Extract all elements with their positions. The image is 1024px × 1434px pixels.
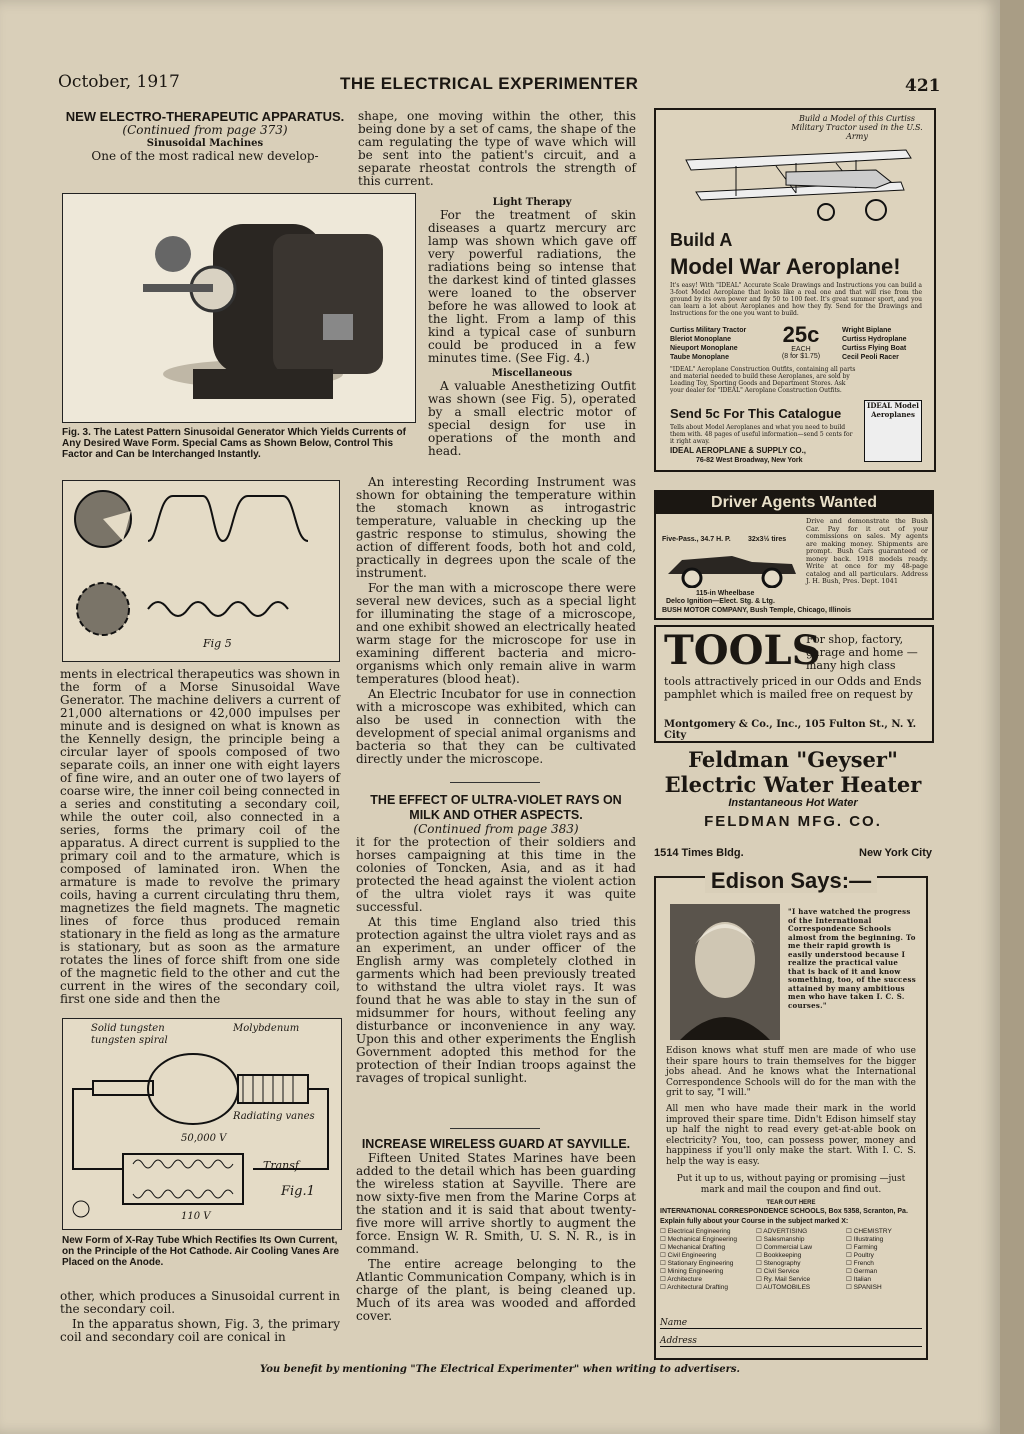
article3 [356, 1137, 636, 1325]
article1-col2-main [356, 476, 636, 768]
article2-title: THE EFFECT OF ULTRA-VIOLET RAYS ON MILK AND OTHER ASPECTS. [370, 793, 622, 822]
bush-headline: Driver Agents Wanted [656, 492, 932, 514]
misc-text: A valuable Anesthetizing Outfit was shown (see Fig. 5), operated by a small electric motor of special design for use in operations of the month and head. [428, 379, 636, 458]
article1-col1 [60, 668, 340, 1008]
ad-tools [654, 625, 934, 743]
article1-continued: (Continued from page 373) [122, 123, 288, 137]
biplane-illustration [676, 130, 926, 230]
bush-spec1: Five-Pass., 34.7 H. P. [662, 536, 731, 543]
course-label: SPANISH [853, 1284, 882, 1291]
article2-continued: (Continued from page 383) [413, 822, 579, 836]
tools-body: tools attractively priced in our Odds and Ends pamphlet which is mailed free on request by [664, 675, 922, 701]
aeroplane-right-models [842, 326, 932, 362]
aeroplane-address: 76-82 West Broadway, New York [696, 457, 803, 464]
article1-p2: other, which produces a Sinusoidal current in the secondary coil. [60, 1289, 340, 1316]
feldman-company: FELDMAN MFG. CO. [704, 813, 882, 830]
course-label: Italian [853, 1276, 871, 1283]
model-item: Bleriot Monoplane [670, 336, 732, 343]
course-label: ADVERTISING [763, 1228, 808, 1235]
course-label: Ry. Mail Service [763, 1276, 811, 1283]
course-checkbox[interactable]: ☐ Illustrating [846, 1236, 884, 1243]
article1-col2-top [358, 110, 636, 190]
coupon-address-field[interactable] [660, 1336, 922, 1347]
light-therapy-head: Light Therapy [492, 197, 572, 208]
model-item: Curtiss Flying Boat [842, 345, 907, 352]
page-edge [1000, 0, 1024, 1434]
article1-title: NEW ELECTRO-THERAPEUTIC APPARATUS. [65, 109, 345, 124]
ad-feldman [654, 747, 932, 867]
coupon-name-field[interactable] [660, 1318, 922, 1329]
course-checkbox[interactable]: ☐ SPANISH [846, 1284, 882, 1291]
article1-col2-narrow [428, 196, 636, 460]
course-checkbox[interactable]: ☐ Stationary Engineering [660, 1260, 734, 1267]
course-label: AUTOMOBILES [763, 1284, 811, 1291]
course-label: Architectural Drafting [667, 1284, 728, 1291]
course-label: Illustrating [853, 1236, 884, 1243]
divider-1 [450, 782, 540, 783]
course-label: Stenography [763, 1260, 801, 1267]
recording-text: An interesting Recording Instrument was shown for obtaining the temperature within the stomach known as introgastric temperature, valuable in checking up the gastric response to stimulus, showing the action of different foods, both hot and cold, practically in degrees upon the scale of the instrument. [356, 475, 636, 580]
fig1-diagram [62, 1018, 342, 1230]
feldman-tagline: Instantaneous Hot Water [728, 797, 858, 809]
fig3-photo [62, 193, 416, 423]
name-label: Name [660, 1318, 688, 1328]
aeroplane-body: It's easy! With "IDEAL" Accurate Scale Drawings and Instructions you can build a 3-foot Model Aeroplane that looks like a real one and that will rise from the ground by its own power and fly 50 to 100 feet. It's great summer sport, and you can learn a lot about Aeroplanes and how they fly. Send for the Drawings and Instructions for the one you want to build. [670, 282, 922, 317]
fig1-caption: New Form of X-Ray Tube Which Rectifies Its Own Current, on the Principle of the Hot Cathode. Air Cooling Vanes Are Placed on the Anode. [62, 1235, 340, 1268]
course-checkbox[interactable]: ☐ French [846, 1260, 874, 1267]
aeroplane-catalogue-text: Tells about Model Aeroplanes and what you need to build them with. 48 pages of useful information—send 5 cents for it right away. [670, 424, 853, 445]
model-item: Taube Monoplane [670, 354, 729, 361]
fig5-diagram [62, 480, 340, 662]
course-label: Stationary Engineering [667, 1260, 734, 1267]
aeroplane-headline2: Model War Aeroplane! [670, 254, 901, 279]
coupon-head: INTERNATIONAL CORRESPONDENCE SCHOOLS, Box 5358, Scranton, Pa. [660, 1208, 908, 1215]
fig1-label-h: 110 V [181, 1211, 211, 1222]
edison-p1: Edison knows what stuff men are made of who use their spare hours to train themselves for the bigger jobs ahead. And he knows what the International Correspondence Schools will do for the man with the grit to say, "I will." [666, 1046, 916, 1098]
coupon-col3 [846, 1228, 922, 1292]
tools-company: Montgomery & Co., Inc., 105 Fulton St., N. Y. City [664, 719, 917, 741]
bush-spec2: 32x3½ tires [748, 536, 787, 543]
course-checkbox[interactable]: ☐ German [846, 1268, 878, 1275]
light-therapy-text: For the treatment of skin diseases a quartz mercury arc lamp was shown which gave off very powerful radiations, the radiations being so intense that the darkest kind of tinted glasses were loaned to the observer before he was allowed to look at the light. From a lamp of this kind a typical case of sunburn could be produced in a few minutes time. (See Fig. 4.) [428, 208, 636, 365]
course-checkbox[interactable]: ☐ Ry. Mail Service [756, 1276, 811, 1283]
aeroplane-bundle: (8 for $1.75) [781, 353, 821, 360]
course-checkbox[interactable]: ☐ ADVERTISING [756, 1228, 808, 1235]
fig1-label-f: Transf [263, 1159, 299, 1172]
course-checkbox[interactable]: ☐ Mining Engineering [660, 1268, 724, 1275]
course-checkbox[interactable]: ☐ Mechanical Engineering [660, 1236, 738, 1243]
course-checkbox[interactable]: ☐ Civil Service [756, 1268, 800, 1275]
bush-company: BUSH MOTOR COMPANY, Bush Temple, Chicago, Illinois [662, 607, 852, 614]
edison-quote: "I have watched the progress of the International Correspondence Schools almost from the beginning. To me their rapid growth is easily understood because I realize the practical value that is back of it and know something, too, of the success attained by many ambitious men who have taken I. C. S. courses." [788, 907, 916, 1010]
aeroplane-caption: Build a Model of this Curtiss Military Tractor used in the U.S. Army [791, 114, 923, 141]
article1-head [60, 110, 350, 163]
course-checkbox[interactable]: ☐ AUTOMOBILES [756, 1284, 811, 1291]
edison-tear: TEAR OUT HERE [766, 1200, 816, 1206]
course-checkbox[interactable]: ☐ Italian [846, 1276, 871, 1283]
article1-subhead: Sinusoidal Machines [146, 138, 264, 149]
course-checkbox[interactable]: ☐ Bookkeeping [756, 1252, 802, 1259]
course-label: CHEMISTRY [853, 1228, 892, 1235]
article3-title: INCREASE WIRELESS GUARD AT SAYVILLE. [361, 1137, 631, 1151]
edison-headline: Edison Says:— [705, 868, 877, 893]
course-checkbox[interactable]: ☐ Electrical Engineering [660, 1228, 731, 1235]
fig1-label-a: Solid tungsten [91, 1023, 165, 1034]
course-label: French [853, 1260, 874, 1267]
aeroplane-company: IDEAL AEROPLANE & SUPPLY CO., [670, 446, 807, 455]
fig3-caption: Fig. 3. The Latest Pattern Sinusoidal Generator Which Yields Currents of Any Desired Wave Form. Special Cams as Shown Below, Control This Factor and Can be Interchanged Instantly. [62, 427, 406, 460]
course-checkbox[interactable]: ☐ Architectural Drafting [660, 1284, 728, 1291]
article1-p1: ments in electrical therapeutics was shown in the form of a Morse Sinusoidal Wave Generator. The machine delivers a current of 21,000 alternations or 42,000 impulses per minute and is designed on what is known as the Kennelly design, the principle being a circular layer of spools composed of two separate coils, an inner one with eight layers of fine wire, and an outer one of two layers of coarse wire, the inner coil being connected in a series and constituting a secondary coil, while the outer coil, also connected in a series, forms the primary coil of the apparatus. A direct current is supplied to the primary coil and to the armature, which is composed of laminated iron. When the armature is made to revolve the primary coils, having a current circulating thru them, magnetizes the field magnets. The magnetic lines of force thus produced remain stationary in the field as long as the armature is stationary, but as soon as the armature rotates the lines of force shift from one side of the magnetic field to the other and cut the current in the wires of the secondary coil, first one side and then the [60, 667, 340, 1006]
fig1-label-d: Radiating vanes [233, 1111, 315, 1122]
course-label: Mechanical Engineering [667, 1236, 738, 1243]
course-checkbox[interactable]: ☐ Salesmanship [756, 1236, 805, 1243]
aeroplane-each: EACH [791, 346, 811, 353]
ad-edison-ics [654, 868, 928, 1360]
feldman-headline1: Feldman "Geyser" [688, 747, 898, 772]
fig1-label-g: Fig.1 [281, 1184, 315, 1199]
article1-p3: In the apparatus shown, Fig. 3, the primary coil and secondary coil are conical in [60, 1317, 340, 1344]
aeroplane-headline1: Build A [670, 230, 733, 250]
coupon-col2 [756, 1228, 842, 1292]
course-checkbox[interactable]: ☐ Mechanical Drafting [660, 1244, 726, 1251]
course-label: Farming [853, 1244, 878, 1251]
course-label: Civil Service [763, 1268, 800, 1275]
course-label: German [853, 1268, 878, 1275]
course-checkbox[interactable]: ☐ Architecture [660, 1276, 702, 1283]
feldman-city: New York City [859, 847, 932, 859]
course-checkbox[interactable]: ☐ Farming [846, 1244, 878, 1251]
article2-p1: it for the protection of their soldiers and horses campaigning at this time in the colonies of Toncken, Asia, and as it had protected the head against the violent action of the ultra violet rays it was quite successful. [356, 835, 636, 914]
address-label: Address [660, 1336, 697, 1346]
article3-p1: Fifteen United States Marines have been added to the detail which has been guarding the wireless station at Sayville. There are now sixty-five men from the Marine Corps at the station and it is said that about twenty-five more will arrive shortly to augment the force. Ensign W. R. Smith, U. S. N. R., is in command. [356, 1151, 636, 1256]
aeroplane-outfits: "IDEAL" Aeroplane Construction Outfits, containing all parts and material needed to build these Aeroplanes, are sold by Leading Toy, Sporting Goods and Department Stores. Ask your dealer for "IDEAL" Aeroplane Construction Outfits. [670, 366, 856, 394]
ad-bush-car [654, 490, 934, 620]
model-item: Curtiss Hydroplane [842, 336, 907, 343]
article1-col1-end [60, 1290, 340, 1346]
course-checkbox[interactable]: ☐ Poultry [846, 1252, 874, 1259]
course-label: Bookkeeping [763, 1252, 802, 1259]
model-item: Nieuport Monoplane [670, 345, 738, 352]
edison-headline-wrap [656, 868, 926, 894]
feldman-headline2: Electric Water Heater [664, 772, 922, 797]
course-label: Architecture [667, 1276, 702, 1283]
footer-note: You benefit by mentioning "The Electrical Experimenter" when writing to advertisers. [259, 1364, 741, 1375]
course-checkbox[interactable]: ☐ CHEMISTRY [846, 1228, 892, 1235]
tools-headline: TOOLS [664, 627, 821, 674]
incubator-text: An Electric Incubator for use in connection with a microscope was exhibited, which can also be used in connection with the development of special animal organisms and bacteria so that they can be cultivated directly under the microscope. [356, 687, 636, 766]
tools-side: For shop, factory, garage and home —many high class [806, 633, 918, 672]
model-item: Cecil Peoli Racer [842, 354, 899, 361]
course-label: Salesmanship [763, 1236, 805, 1243]
article1-intro: One of the most radical new develop- [91, 149, 319, 163]
aeroplane-price-block [768, 324, 834, 360]
bush-wheelbase: 115-in Wheelbase [696, 590, 755, 597]
course-checkbox[interactable]: ☐ Stenography [756, 1260, 801, 1267]
model-item: Curtiss Military Tractor [670, 327, 747, 334]
fig1-label-e: 50,000 V [181, 1133, 227, 1144]
aeroplane-price: 25c [782, 322, 820, 347]
course-label: Electrical Engineering [667, 1228, 731, 1235]
article1-col2-top-text: shape, one moving within the other, this being done by a set of cams, the shape of the cam regulating the type of wave which will be sent into the patient's circuit, and a separate rheostat controls the strength of this current. [358, 109, 636, 188]
model-item: Wright Biplane [842, 327, 892, 334]
feldman-address: 1514 Times Bldg. [654, 847, 744, 859]
magazine-title: THE ELECTRICAL EXPERIMENTER [340, 74, 639, 93]
fig5-label: Fig 5 [203, 637, 232, 650]
aeroplane-catalogue: Send 5c For This Catalogue [670, 406, 842, 421]
course-checkbox[interactable]: ☐ Commercial Law [756, 1244, 813, 1251]
coupon-sub: Explain fully about your Course in the subject marked X: [660, 1218, 849, 1225]
page-number: 421 [905, 76, 941, 96]
article3-p2: The entire acreage belonging to the Atlantic Communication Company, which is in charge of the plant, is being cleaned up. Much of its area was wooded and afforded cover. [356, 1257, 636, 1323]
catalogue-book: IDEAL Model Aeroplanes [864, 400, 922, 462]
microscope-text: For the man with a microscope there were several new devices, such as a special light for illuminating the stage of a microscope, and one exhibit showed an electrically heated warm stage for the microscope for use in examining different bacteria and micro-organisms which only remain alive in warm temperatures (blood heat). [356, 581, 636, 686]
misc-head: Miscellaneous [491, 368, 573, 379]
coupon-col1 [660, 1228, 750, 1292]
issue-date: October, 1917 [58, 72, 180, 92]
divider-2 [450, 1128, 540, 1129]
bush-ignition: Delco Ignition—Elect. Stg. & Ltg. [666, 598, 775, 605]
aeroplane-left-models [670, 326, 760, 362]
edison-p2: All men who have made their mark in the world improved their spare time. Didn't Edison himself stay up half the night to read every get-at-able book on electricity? You, too, can possess power, money and happiness if you'll only make the start. With I. C. S. help the way is easy. [666, 1104, 916, 1167]
article2-p2: At this time England also tried this protection against the ultra violet rays and as an experiment, an under officer of the English army was completely clothed in garments which had been previously treated to withstand the ultra violet rays. It was found that he was able to stay in the sun of midsummer for hours, without feeling any disturbance or inconvenience in any way. Upon this and other experiments the English Government adopted this method for the protection of their Indian troops against the ravages of tropical sunlight. [356, 915, 636, 1085]
course-label: Mechanical Drafting [667, 1244, 726, 1251]
fig1-label-c: Molybdenum [233, 1023, 300, 1034]
course-label: Mining Engineering [667, 1268, 724, 1275]
course-label: Poultry [853, 1252, 874, 1259]
course-checkbox[interactable]: ☐ Civil Engineering [660, 1252, 717, 1259]
edison-portrait [670, 904, 780, 1040]
edison-p3: Put it up to us, without paying or promising —just mark and mail the coupon and find out. [676, 1174, 906, 1195]
fig1-label-b: tungsten spiral [91, 1035, 168, 1046]
course-label: Civil Engineering [667, 1252, 717, 1259]
course-label: Commercial Law [763, 1244, 813, 1251]
bush-body: Drive and demonstrate the Bush Car. Pay for it out of your commissions on sales. My agents are making money. Shipments are prompt. Bush Cars guaranteed or money back. 1918 models ready. Write at once for my 48-page catalog and all particulars. Address J. H. Bush, Pres. Dept. 1041 [806, 517, 928, 585]
article2 [356, 793, 636, 1087]
bush-car-illustration [662, 546, 802, 588]
ad-model-aeroplane [654, 108, 936, 472]
